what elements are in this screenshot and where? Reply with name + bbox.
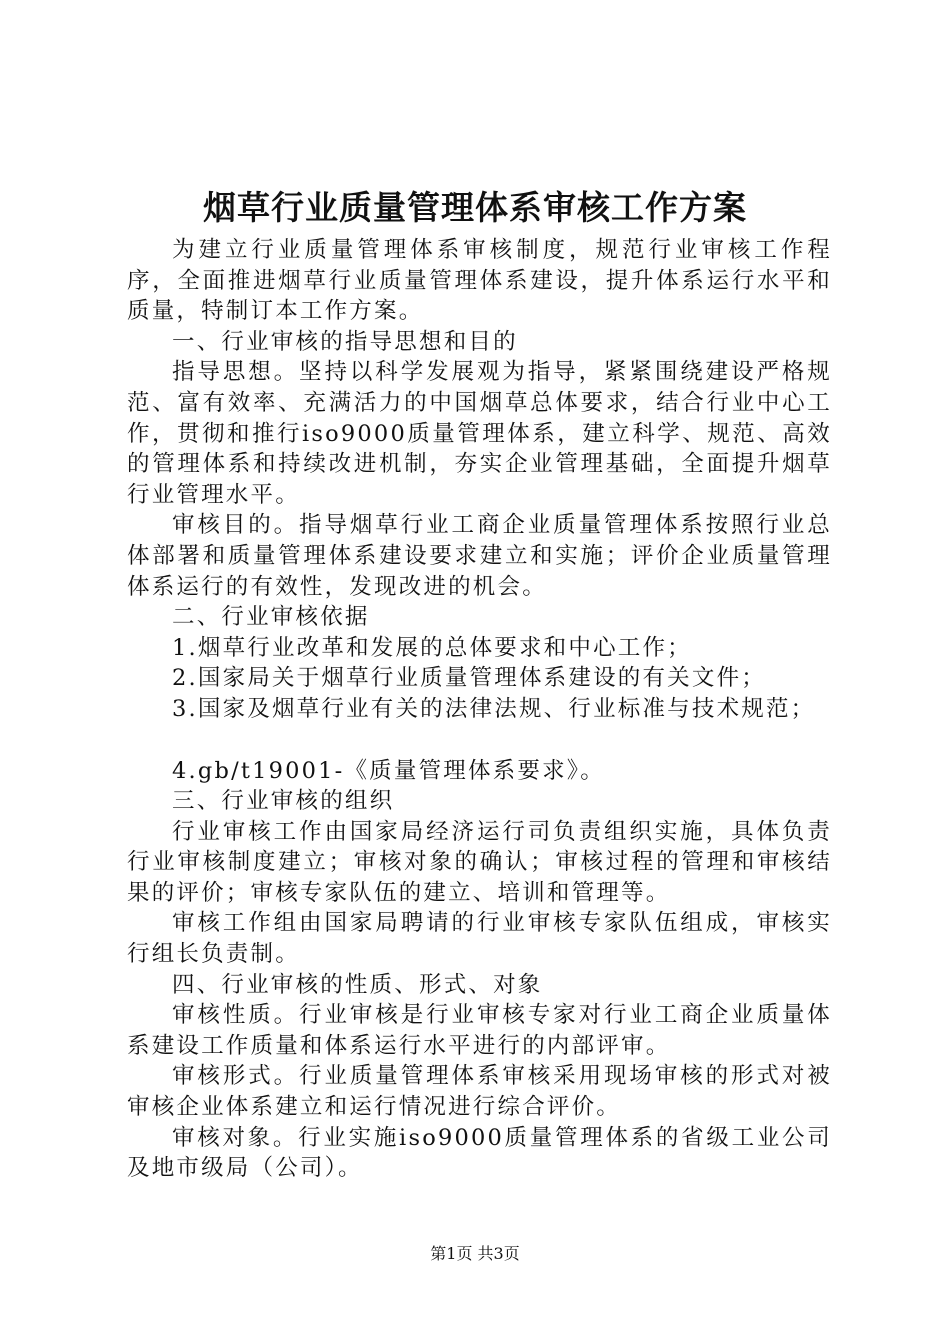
section-heading-2: 二、行业审核依据 xyxy=(172,604,370,631)
section-heading-4: 四、行业审核的性质、形式、对象 xyxy=(172,971,543,998)
paragraph-audit-team: 审核工作组由国家局聘请的行业审核专家队伍组成，审核实行组长负责制。 xyxy=(127,910,832,968)
document-title: 烟草行业质量管理体系审核工作方案 xyxy=(203,188,747,227)
document-body xyxy=(127,235,832,1184)
page-footer: 第1页 共3页 xyxy=(430,1244,520,1263)
section-heading-1: 一、行业审核的指导思想和目的 xyxy=(172,328,518,355)
paragraph-guiding-thought: 指导思想。坚持以科学发展观为指导，紧紧围绕建设严格规范、富有效率、充满活力的中国烟草总体要求，结合行业中心工作，贯彻和推行iso9000质量管理体系，建立科学、规范、高效的管理体系和持续改进机制，夯实企业管理基础，全面提升烟草行业管理水平。 xyxy=(127,359,832,508)
list-item-basis-2: 2.国家局关于烟草行业质量管理体系建设的有关文件； xyxy=(172,665,766,692)
list-item-basis-3: 3.国家及烟草行业有关的法律法规、行业标准与技术规范； xyxy=(172,695,816,722)
list-item-basis-4: 4.gb/t19001-《质量管理体系要求》。 xyxy=(172,757,605,784)
paragraph-audit-purpose: 审核目的。指导烟草行业工商企业质量管理体系按照行业总体部署和质量管理体系建设要求建立和实施；评价企业质量管理体系运行的有效性，发现改进的机会。 xyxy=(127,512,832,600)
paragraph-audit-form: 审核形式。行业质量管理体系审核采用现场审核的形式对被审核企业体系建立和运行情况进行综合评价。 xyxy=(127,1063,832,1121)
paragraph-audit-object: 审核对象。行业实施iso9000质量管理体系的省级工业公司及地市级局（公司）。 xyxy=(127,1124,832,1182)
list-item-basis-1: 1.烟草行业改革和发展的总体要求和中心工作； xyxy=(172,634,692,661)
paragraph-audit-nature: 审核性质。行业审核是行业审核专家对行业工商企业质量体系建设工作质量和体系运行水平进行的内部评审。 xyxy=(127,1002,832,1059)
section-heading-3: 三、行业审核的组织 xyxy=(172,788,395,815)
paragraph-intro: 为建立行业质量管理体系审核制度，规范行业审核工作程序，全面推进烟草行业质量管理体系建设，提升体系运行水平和质量，特制订本工作方案。 xyxy=(127,237,832,325)
paragraph-organization: 行业审核工作由国家局经济运行司负责组织实施，具体负责行业审核制度建立；审核对象的确认；审核过程的管理和审核结果的评价；审核专家队伍的建立、培训和管理等。 xyxy=(127,818,832,906)
